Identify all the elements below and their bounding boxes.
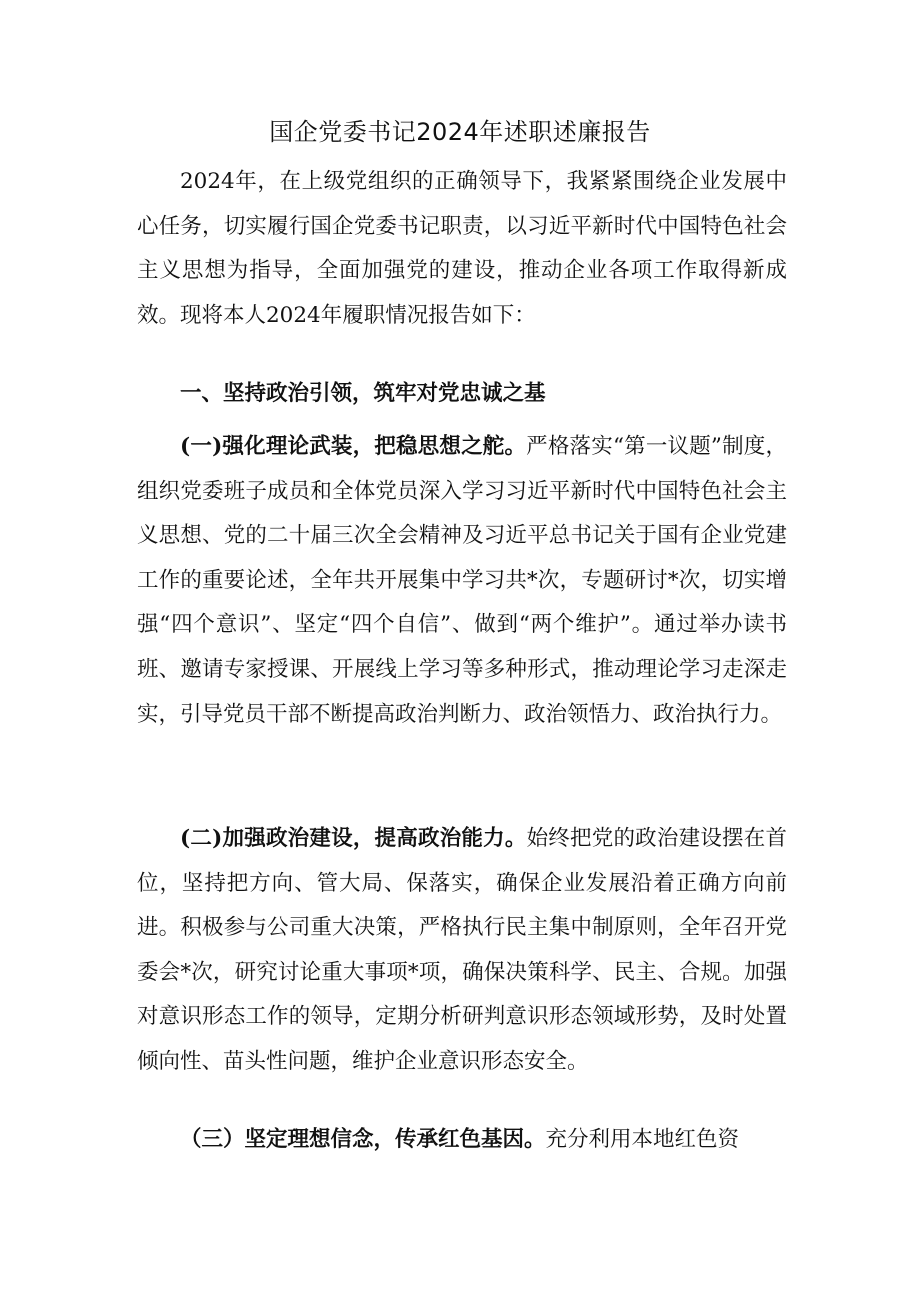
section-heading-1: 一、坚持政治引领，筑牢对党忠诚之基 <box>180 381 546 406</box>
item-1-body: 严格落实“第一议题”制度，组织党委班子成员和全体党员深入学习习近平新时代中国特色社会主义思想、党的二十届三次全会精神及习近平总书记关于国有企业党建工作的重要论述，全年共开展集中学习共*次，专题研讨*次，切实增强“四个意识”、坚定“四个自信”、做到“两个维护”。通过举办读书班、邀请专家授课、开展线上学习等多种形式，推动理论学习走深走实，引导党员干部不断提高政治判断力、政治领悟力、政治执行力。 <box>137 434 787 727</box>
item-2-body: 始终把党的政治建设摆在首位，坚持把方向、管大局、保落实，确保企业发展沿着正确方向前进。积极参与公司重大决策，严格执行民主集中制原则，全年召开党委会*次，研究讨论重大事项*项，确保决策科学、民主、合规。加强对意识形态工作的领导，定期分析研判意识形态领域形势，及时处置倾向性、苗头性问题，维护企业意识形态安全。 <box>137 826 787 1074</box>
item-1-lead: (一)强化理论武装，把稳思想之舵。 <box>180 434 527 459</box>
paragraph-item-2 <box>137 817 787 1085</box>
document-title: 国企党委书记2024年述职述廉报告 <box>269 118 651 146</box>
paragraph-item-3 <box>137 1118 787 1163</box>
item-3-lead: （三）坚定理想信念，传承红色基因。 <box>180 1127 546 1152</box>
item-2-lead: (二)加强政治建设，提高政治能力。 <box>180 826 527 851</box>
item-3-body: 充分利用本地红色资 <box>545 1127 740 1152</box>
paragraph-item-1 <box>137 425 787 737</box>
intro-paragraph: 2024年，在上级党组织的正确领导下，我紧紧围绕企业发展中心任务，切实履行国企党委书记职责，以习近平新时代中国特色社会主义思想为指导，全面加强党的建设，推动企业各项工作取得新成效。现将本人2024年履职情况报告如下： <box>137 169 787 328</box>
